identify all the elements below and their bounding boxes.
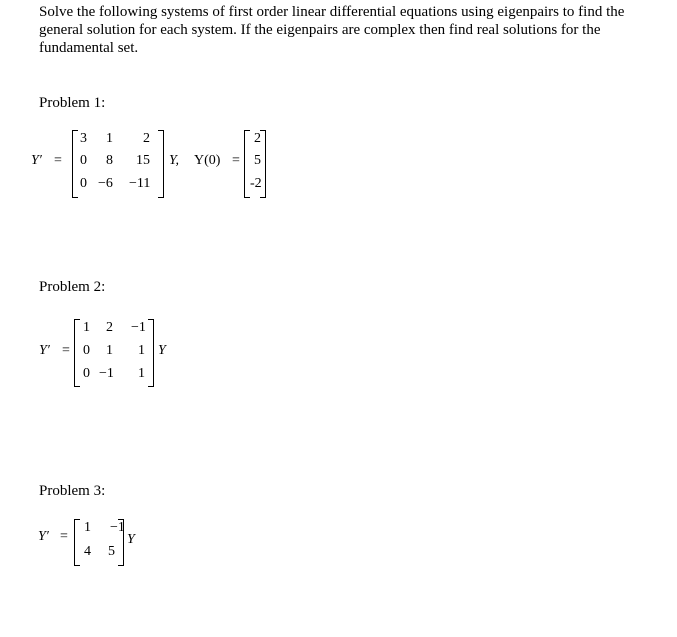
- problem-3-left-bracket: [74, 519, 80, 566]
- matrix-entry: 8: [106, 153, 113, 168]
- problem-1-heading: Problem 1:: [39, 95, 106, 111]
- matrix-entry: 0: [83, 366, 90, 381]
- matrix-entry: 1: [138, 343, 145, 358]
- matrix-entry: −1: [131, 320, 146, 335]
- problem-1-right-bracket: [158, 130, 164, 198]
- problem-3-heading: Problem 3:: [39, 483, 106, 499]
- matrix-entry: 1: [83, 320, 90, 335]
- problem-3-lhs: Y′: [38, 529, 49, 544]
- matrix-entry: −1: [110, 520, 125, 535]
- ic-vector-entry: 5: [254, 153, 261, 168]
- problem-1-left-bracket: [72, 130, 78, 198]
- matrix-entry: 1: [84, 520, 91, 535]
- ic-vector-entry: 2: [254, 131, 261, 146]
- problem-2-right-bracket: [148, 319, 154, 387]
- matrix-entry: 0: [80, 153, 87, 168]
- problem-2-y: Y: [158, 343, 166, 358]
- problem-1-lhs: Y′: [31, 153, 42, 168]
- matrix-entry: 1: [106, 343, 113, 358]
- matrix-entry: 15: [136, 153, 150, 168]
- problem-2-lhs: Y′: [39, 343, 50, 358]
- matrix-entry: −6: [98, 176, 113, 191]
- problem-2-equals: =: [62, 343, 70, 358]
- ic-right-bracket: [260, 130, 266, 198]
- matrix-entry: 4: [84, 544, 91, 559]
- matrix-entry: −1: [99, 366, 114, 381]
- matrix-entry: −11: [129, 176, 151, 191]
- matrix-entry: 2: [143, 131, 150, 146]
- instructions-text: Solve the following systems of first order linear differential equations using eigenpairs to find the general solution for each system. If the eigenpairs are complex then find real solutions for the fundamental set.: [39, 4, 625, 56]
- problem-3-y: Y: [127, 532, 135, 547]
- initial-condition-label: Y(0): [194, 153, 221, 168]
- problem-2-heading: Problem 2:: [39, 279, 106, 295]
- problem-3-right-bracket: [118, 519, 124, 566]
- problem-2-left-bracket: [74, 319, 80, 387]
- problem-1-equals: =: [54, 153, 62, 168]
- initial-condition-equals: =: [232, 153, 240, 168]
- problem-3-equals: =: [60, 529, 68, 544]
- matrix-entry: 5: [108, 544, 115, 559]
- matrix-entry: 2: [106, 320, 113, 335]
- matrix-entry: 0: [83, 343, 90, 358]
- ic-vector-entry: -2: [250, 176, 262, 191]
- matrix-entry: 3: [80, 131, 87, 146]
- matrix-entry: 1: [138, 366, 145, 381]
- matrix-entry: 1: [106, 131, 113, 146]
- matrix-entry: 0: [80, 176, 87, 191]
- problem-1-y: Y,: [169, 153, 180, 168]
